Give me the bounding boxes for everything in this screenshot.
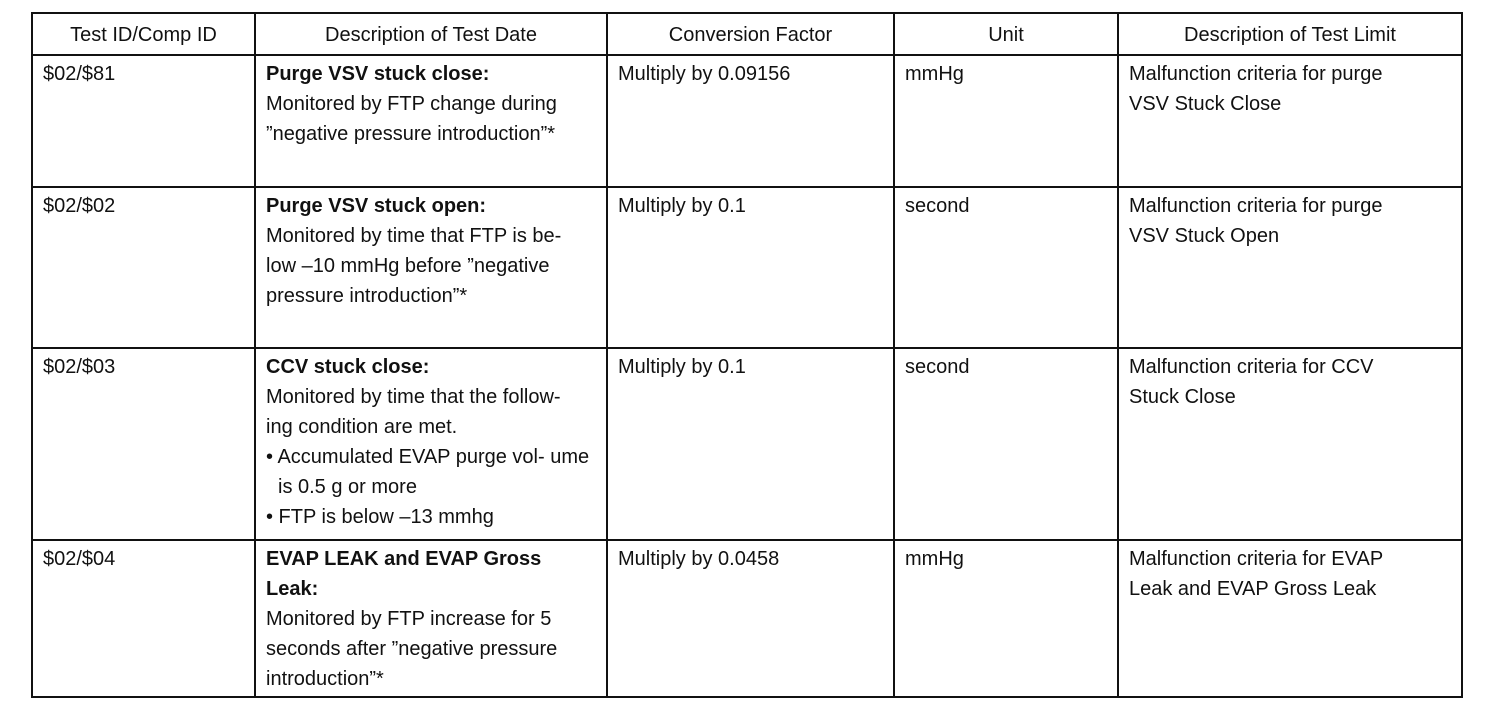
header-unit: Unit [894, 13, 1118, 55]
description-line: Monitored by FTP change during [266, 93, 557, 115]
cell-conversion-factor: Multiply by 0.0458 [607, 540, 894, 697]
cell-unit: mmHg [894, 540, 1118, 697]
cell-test-id: $02/$03 [32, 348, 255, 540]
header-test-limit: Description of Test Limit [1118, 13, 1462, 55]
description-title: EVAP LEAK and EVAP Gross Leak: [266, 548, 542, 600]
cell-conversion-factor: Multiply by 0.1 [607, 348, 894, 540]
cell-test-id: $02/$02 [32, 187, 255, 348]
cell-unit: second [894, 187, 1118, 348]
table-row [32, 540, 1462, 697]
cell-description [255, 540, 607, 697]
cell-test-limit [1118, 348, 1462, 540]
description-line: introduction”* [266, 668, 384, 690]
cell-unit: mmHg [894, 55, 1118, 187]
description-line: ”negative pressure introduction”* [266, 123, 556, 145]
cell-test-id: $02/$81 [32, 55, 255, 187]
limit-line: Malfunction criteria for CCV [1129, 356, 1374, 378]
cell-unit: second [894, 348, 1118, 540]
cell-test-limit [1118, 540, 1462, 697]
cell-test-limit [1118, 187, 1462, 348]
limit-line: Leak and EVAP Gross Leak [1129, 578, 1377, 600]
table-row [32, 55, 1462, 187]
cell-description [255, 348, 607, 540]
description-title: Purge VSV stuck close: [266, 63, 490, 85]
cell-description [255, 187, 607, 348]
description-title: CCV stuck close: [266, 356, 430, 378]
description-line: Monitored by FTP increase for 5 [266, 608, 552, 630]
bullet-item: • Accumulated EVAP purge vol- ume is 0.5 g or more [266, 446, 590, 498]
cell-conversion-factor: Multiply by 0.09156 [607, 55, 894, 187]
description-line: Monitored by time that FTP is be- [266, 225, 562, 247]
header-test-id: Test ID/Comp ID [32, 13, 255, 55]
table-header-row [32, 13, 1462, 55]
limit-line: Malfunction criteria for purge [1129, 63, 1383, 85]
limit-line: Malfunction criteria for purge [1129, 195, 1383, 217]
limit-line: Stuck Close [1129, 386, 1236, 408]
limit-line: VSV Stuck Open [1129, 225, 1280, 247]
limit-line: Malfunction criteria for EVAP [1129, 548, 1384, 570]
cell-test-id: $02/$04 [32, 540, 255, 697]
description-title: Purge VSV stuck open: [266, 195, 487, 217]
cell-description [255, 55, 607, 187]
description-line: Monitored by time that the follow- [266, 386, 561, 408]
limit-line: VSV Stuck Close [1129, 93, 1282, 115]
table-row [32, 187, 1462, 348]
description-line: low –10 mmHg before ”negative [266, 255, 550, 277]
cell-test-limit [1118, 55, 1462, 187]
header-description: Description of Test Date [255, 13, 607, 55]
header-conversion-factor: Conversion Factor [607, 13, 894, 55]
test-data-table [31, 12, 1463, 698]
description-line: seconds after ”negative pressure [266, 638, 558, 660]
description-line: pressure introduction”* [266, 285, 468, 307]
table-row [32, 348, 1462, 540]
cell-conversion-factor: Multiply by 0.1 [607, 187, 894, 348]
description-line: ing condition are met. [266, 416, 458, 438]
bullet-item: • FTP is below –13 mmhg [266, 506, 494, 528]
